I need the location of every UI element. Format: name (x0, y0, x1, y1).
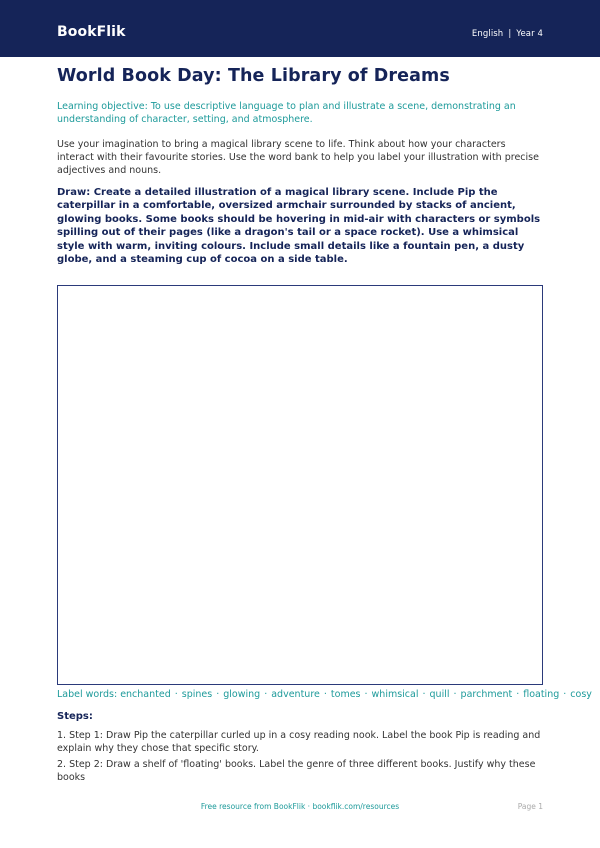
word-bank-word: spines (181, 689, 213, 700)
header-separator: | (508, 29, 512, 39)
step-item: 2. Step 2: Draw a shelf of 'floating' books. Label the genre of three different books. Justify why these books (57, 759, 536, 783)
word-bank-word: glowing (223, 689, 261, 700)
page-title: World Book Day: The Library of Dreams (57, 66, 450, 86)
word-bank-word: enchanted (120, 689, 171, 700)
page-number: Page 1 (517, 802, 543, 811)
intro-text: Use your imagination to bring a magical library scene to life. Think about how your characters interact with their favourite stories. Use the word bank to help you label your illustration with precise adjectives and nouns. (57, 139, 539, 176)
word-bank-word: tomes (330, 689, 361, 700)
word-bank-word: parchment (460, 689, 513, 700)
word-bank-word: cosy (570, 689, 592, 700)
footer-text: Free resource from BookFlik · bookflik.com/resources (200, 802, 400, 811)
word-bank: Label words: enchanted · spines · glowing · adventure · tomes · whimsical · quill · parchment · floating · cosy (57, 689, 592, 700)
brand-logo[interactable]: BookFlik (57, 24, 126, 40)
subject-label: English (471, 29, 504, 39)
word-bank-word: quill (429, 689, 450, 700)
learning-objective: Learning objective: To use descriptive language to plan and illustrate a scene, demonstrating an understanding of character, setting, and atmosphere. (57, 101, 516, 125)
word-bank-word: adventure (271, 689, 320, 700)
steps-heading: Steps: (57, 711, 93, 722)
draw-prompt: Draw: Create a detailed illustration of a magical library scene. Include Pip the caterpillar in a comfortable, oversized armchair surrounded by stacks of ancient, glowing books. Some books should be hovering in mid-air with characters or symbols spilling out of their pages (like a dragon's tail or a space rocket). Use a whimsical style with warm, inviting colours. Include small details like a fountain pen, a dusty globe, and a steaming cup of cocoa on a side table. (57, 187, 541, 266)
word-bank-word: floating (523, 689, 560, 700)
year-label: Year 4 (516, 29, 543, 39)
word-bank-label: Label words: (57, 689, 118, 700)
steps-list (57, 730, 543, 788)
word-bank-word: whimsical (371, 689, 419, 700)
step-item: 1. Step 1: Draw Pip the caterpillar curled up in a cosy reading nook. Label the book Pip is reading and explain why they chose that specific story. (57, 730, 541, 754)
